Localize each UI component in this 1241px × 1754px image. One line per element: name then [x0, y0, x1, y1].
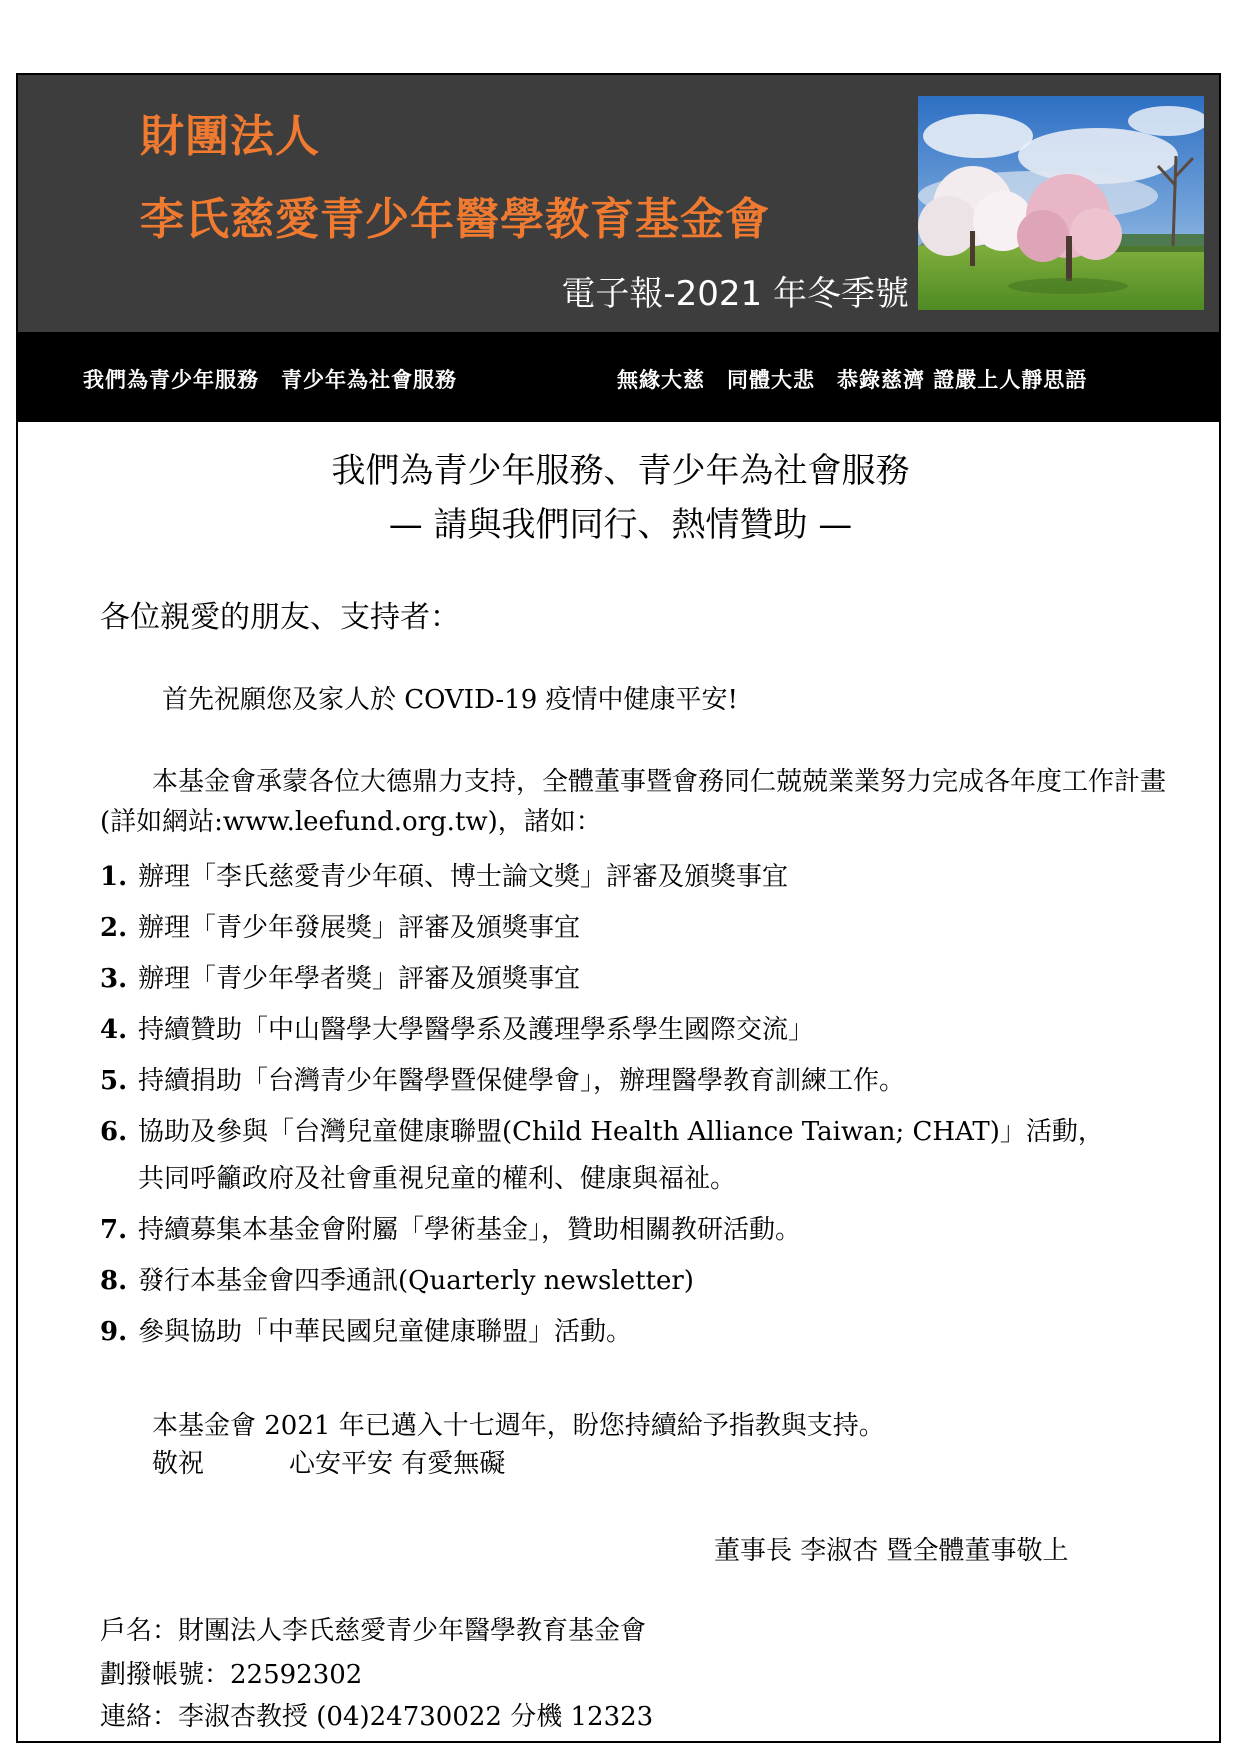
list-item [100, 954, 1104, 1005]
item-number: 4. [100, 1015, 128, 1045]
list-item [100, 1056, 1104, 1107]
header-photo [918, 96, 1204, 310]
item-text: 參與協助「中華民國兒童健康聯盟」活動。 [138, 1317, 633, 1347]
item-text: 持續贊助「中山醫學大學醫學系及護理學系學生國際交流」 [138, 1015, 815, 1045]
item-number: 2. [100, 913, 128, 943]
item-text: 協助及參與「台灣兒童健康聯盟(Child Health Alliance Taiwan; CHAT)」活動， [138, 1117, 1104, 1147]
item-text: 持續募集本基金會附屬「學術基金」，贊助相關教研活動。 [138, 1215, 802, 1245]
item-number: 3. [100, 964, 128, 994]
greeting: 各位親愛的朋友、支持者： [100, 600, 460, 635]
salute: 敬祝 [152, 1449, 205, 1479]
main-title-line1: 我們為青少年服務、青少年為社會服務 [331, 451, 910, 491]
paragraph-wishes: 首先祝願您及家人於 COVID-19 疫情中健康平安! [162, 685, 738, 715]
account-name: 戶名：財團法人李氏慈愛青少年醫學教育基金會 [100, 1616, 647, 1646]
item-number: 6. [100, 1117, 128, 1147]
contact-info: 連絡：李淑杏教授 (04)24730022 分機 12323 [100, 1702, 654, 1732]
list-item [100, 1005, 1104, 1056]
wish: 心安平安 有愛無礙 [289, 1449, 506, 1479]
item-text: 辦理「青少年發展獎」評審及頒獎事宜 [138, 913, 581, 943]
list-item [100, 852, 1104, 903]
list-item [100, 1256, 1104, 1307]
item-text: 辦理「李氏慈愛青少年碩、博士論文獎」評審及頒獎事宜 [138, 862, 789, 892]
item-text: 持續捐助「台灣青少年醫學暨保健學會」，辦理醫學教育訓練工作。 [138, 1066, 906, 1096]
item-number: 5. [100, 1066, 128, 1096]
item-number: 1. [100, 862, 128, 892]
item-continuation: 共同呼籲政府及社會重視兒童的權利、健康與福祉。 [138, 1164, 737, 1194]
item-number: 7. [100, 1215, 128, 1245]
list-item [100, 1205, 1104, 1256]
item-number: 9. [100, 1317, 128, 1347]
closing-wishes [152, 1444, 505, 1484]
work-plan-list [100, 852, 1104, 1358]
closing-anniversary: 本基金會 2021 年已邁入十七週年，盼您持續給予指教與支持。 [152, 1411, 885, 1441]
signature: 董事長 李淑杏 暨全體董事敬上 [714, 1536, 1069, 1566]
org-name-line2: 李氏慈愛青少年醫學教育基金會 [140, 194, 770, 245]
list-item [100, 1307, 1104, 1358]
org-name-line1: 財團法人 [140, 111, 320, 162]
item-text: 發行本基金會四季通訊(Quarterly newsletter) [138, 1266, 694, 1296]
list-item [100, 903, 1104, 954]
slogan-right: 無緣大慈 同體大悲 恭錄慈濟 證嚴上人靜思語 [617, 368, 1088, 392]
paragraph-intro: 本基金會承蒙各位大德鼎力支持，全體董事暨會務同仁兢兢業業努力完成各年度工作計畫(詳如網站:www.leefund.org.tw)，諸如： [100, 767, 1167, 837]
item-number: 8. [100, 1266, 128, 1296]
main-title-line2: — 請與我們同行、熱情贊助 — [388, 505, 853, 545]
item-text: 辦理「青少年學者獎」評審及頒獎事宜 [138, 964, 581, 994]
slogan-left: 我們為青少年服務 青少年為社會服務 [83, 368, 457, 392]
account-number: 劃撥帳號：22592302 [100, 1660, 363, 1690]
list-item [100, 1107, 1104, 1205]
edition-label: 電子報-2021 年冬季號 [561, 274, 909, 314]
